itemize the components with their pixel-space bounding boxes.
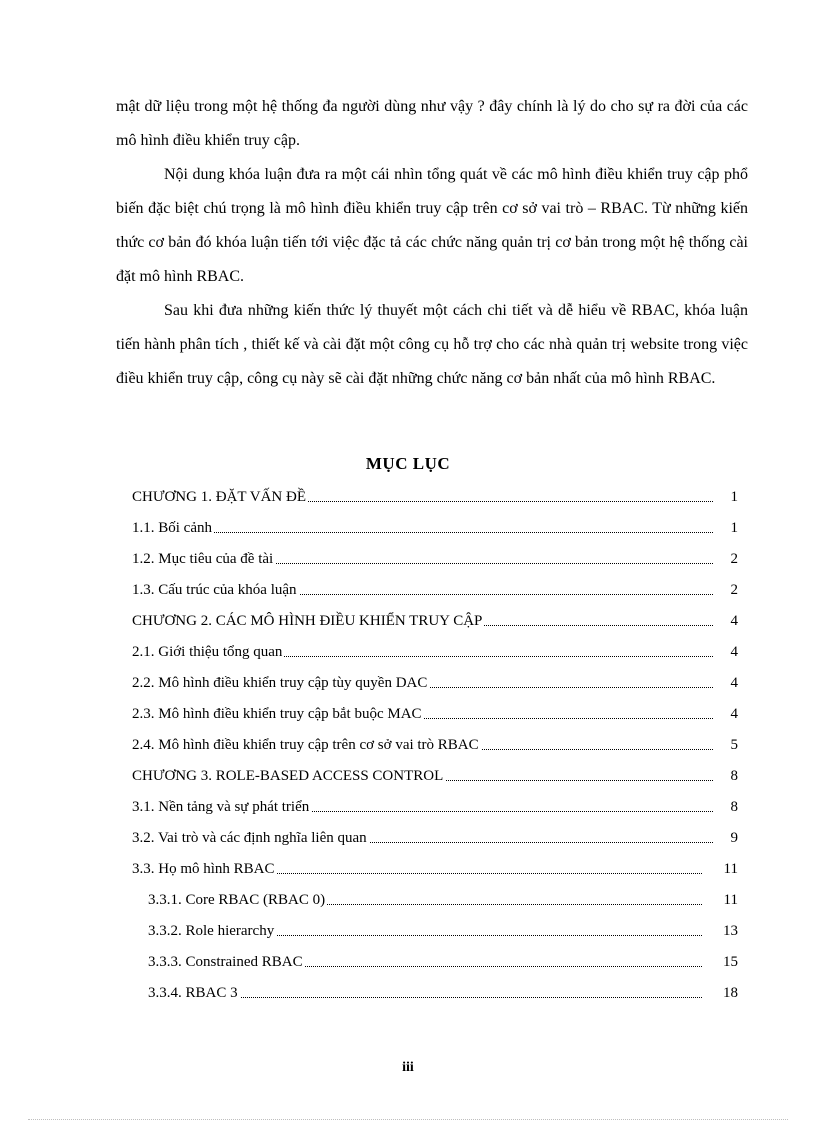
toc-entry-label: 3.3.4. RBAC 3 (148, 978, 240, 1009)
page-number: iii (402, 1060, 414, 1075)
toc-entry[interactable] (0, 854, 816, 885)
toc-title: MỤC LỤC (365, 454, 451, 473)
page-bottom-divider (28, 1119, 788, 1120)
toc-entry-page: 11 (723, 861, 738, 877)
toc-entry[interactable] (0, 947, 816, 978)
toc-entry[interactable] (0, 544, 816, 575)
toc-entry[interactable] (0, 575, 816, 606)
toc-entry-label: 2.1. Giới thiệu tổng quan (132, 637, 284, 668)
toc-entry-page: 2 (730, 551, 738, 567)
toc-entry[interactable] (0, 482, 816, 513)
intro-paragraph-2: Nội dung khóa luận đưa ra một cái nhìn tổng quát về các mô hình điều khiển truy cập phổ biến đặc biệt chú trọng là mô hình điều khiển truy cập trên cơ sở vai trò – RBAC. Từ những kiến thức cơ bản đó khóa luận tiến tới việc đặc tả các chức năng quản trị cơ bản trong một hệ thống cài đặt mô hình RBAC. (116, 166, 748, 285)
toc-entry-page: 8 (730, 799, 738, 815)
toc-entry[interactable] (0, 792, 816, 823)
toc-entry-label: 2.2. Mô hình điều khiển truy cập tùy quyền DAC (132, 668, 429, 699)
toc-entry-label: 3.3. Họ mô hình RBAC (132, 854, 277, 885)
toc-entry[interactable] (0, 637, 816, 668)
toc-entry-page: 8 (730, 768, 738, 784)
toc-entry-page: 15 (723, 954, 738, 970)
toc-entry-page: 1 (730, 520, 738, 536)
toc-entry-page: 13 (723, 923, 738, 939)
toc-entry[interactable] (0, 761, 816, 792)
toc-entry[interactable] (0, 513, 816, 544)
toc-entry[interactable] (0, 699, 816, 730)
toc-entry-page: 4 (730, 675, 738, 691)
toc-entry-label: 3.3.3. Constrained RBAC (148, 947, 305, 978)
toc-entry[interactable] (0, 606, 816, 637)
toc-leader-dots (132, 532, 713, 533)
toc-entry-label: 1.1. Bối cảnh (132, 513, 214, 544)
toc-entry-label: 3.3.1. Core RBAC (RBAC 0) (148, 885, 327, 916)
toc-entry-label: 3.1. Nền tảng và sự phát triển (132, 792, 311, 823)
toc-entry-page: 11 (723, 892, 738, 908)
toc-entry-label: 3.3.2. Role hierarchy (148, 916, 276, 947)
toc-entry[interactable] (0, 730, 816, 761)
table-of-contents (0, 482, 816, 1009)
toc-entry-label: CHƯƠNG 1. ĐẶT VẤN ĐỀ (132, 482, 308, 513)
toc-entry-page: 1 (730, 489, 738, 505)
toc-entry[interactable] (0, 885, 816, 916)
toc-entry-label: 2.4. Mô hình điều khiển truy cập trên cơ sở vai trò RBAC (132, 730, 481, 761)
toc-entry-page: 4 (730, 644, 738, 660)
toc-entry-page: 4 (730, 613, 738, 629)
toc-entry[interactable] (0, 978, 816, 1009)
intro-paragraph-1: mật dữ liệu trong một hệ thống đa người dùng như vậy ? đây chính là lý do cho sự ra đời của các mô hình điều khiển truy cập. (116, 98, 748, 149)
toc-entry[interactable] (0, 668, 816, 699)
toc-entry-label: 3.2. Vai trò và các định nghĩa liên quan (132, 823, 369, 854)
toc-entry-page: 2 (730, 582, 738, 598)
toc-entry-label: CHƯƠNG 3. ROLE-BASED ACCESS CONTROL (132, 761, 445, 792)
toc-entry[interactable] (0, 823, 816, 854)
toc-entry[interactable] (0, 916, 816, 947)
toc-entry-label: 1.2. Mục tiêu của đề tài (132, 544, 275, 575)
toc-entry-page: 5 (730, 737, 738, 753)
intro-paragraph-3: Sau khi đưa những kiến thức lý thuyết một cách chi tiết và dễ hiểu về RBAC, khóa luận tiến hành phân tích , thiết kế và cài đặt một công cụ hỗ trợ cho các nhà quản trị website trong việc điều khiển truy cập, công cụ này sẽ cài đặt những chức năng cơ bản nhất của mô hình RBAC. (116, 302, 748, 387)
toc-entry-page: 4 (730, 706, 738, 722)
intro-section (116, 90, 748, 396)
toc-entry-label: 2.3. Mô hình điều khiển truy cập bắt buộc MAC (132, 699, 424, 730)
toc-entry-label: CHƯƠNG 2. CÁC MÔ HÌNH ĐIỀU KHIỂN TRUY CẬP (132, 606, 484, 637)
toc-entry-page: 9 (730, 830, 738, 846)
toc-entry-label: 1.3. Cấu trúc của khóa luận (132, 575, 299, 606)
toc-entry-page: 18 (723, 985, 738, 1001)
